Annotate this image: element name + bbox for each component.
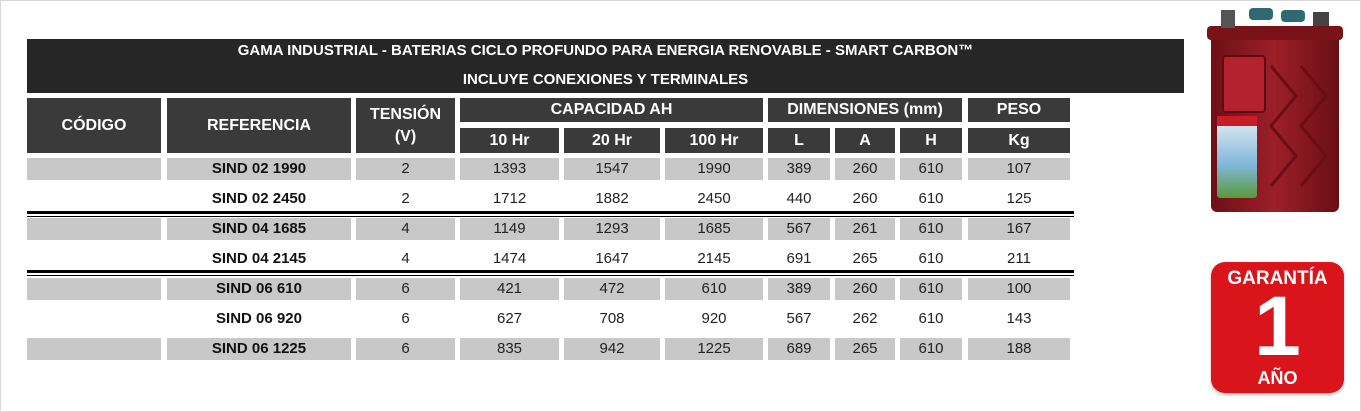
cell-referencia: SIND 06 1225 [211,340,307,357]
cell-l: 389 [786,160,812,177]
cell-peso: 167 [1006,220,1032,237]
header-capacidad: CAPACIDAD AH [460,98,763,122]
cell-peso: 211 [1007,250,1031,267]
cell-c100: 610 [701,280,727,297]
group-separator [27,211,1074,214]
cell-l: 389 [786,280,812,297]
cell-tension: 6 [401,340,410,357]
cell-peso: 125 [1006,190,1032,207]
warranty-unit: AÑO [1257,368,1298,388]
cell-c20: 1293 [595,220,629,237]
cell-l: 440 [786,190,812,207]
group-separator-thin [27,275,1074,276]
cell-l: 567 [786,310,812,327]
header-dimensiones: DIMENSIONES (mm) [768,98,962,122]
cell-peso: 100 [1006,280,1032,297]
header-cap-20hr: 20 Hr [564,128,660,153]
table-subtitle: INCLUYE CONEXIONES Y TERMINALES [462,71,749,88]
header-cap-100hr: 100 Hr [665,128,763,153]
battery-icon [1201,6,1351,216]
cell-a: 260 [852,160,878,177]
group-separator [27,270,1074,273]
header-dim-a: A [835,128,895,153]
warranty-label: GARANTÍA [1227,268,1328,289]
cell-c20: 472 [599,280,625,297]
cell-codigo [27,308,161,330]
cell-tension: 4 [401,250,410,267]
cell-peso: 143 [1006,310,1032,327]
cell-c20: 1882 [595,190,629,207]
cell-referencia: SIND 04 1685 [211,220,307,237]
cell-c10: 1149 [493,220,526,237]
cell-h: 610 [918,280,944,297]
header-codigo: CÓDIGO [27,98,161,153]
header-peso: PESO [968,98,1070,122]
cell-h: 610 [918,250,944,267]
cell-l: 691 [786,250,812,267]
cell-referencia: SIND 04 2145 [211,250,307,267]
cell-tension: 6 [401,280,410,297]
cell-referencia: SIND 06 610 [216,280,302,297]
warranty-badge [1211,262,1344,393]
cell-c10: 421 [496,280,523,297]
header-tension [356,98,455,153]
cell-tension: 2 [401,190,410,207]
cell-c100: 2450 [697,190,731,207]
cell-c20: 708 [599,310,625,327]
header-tension-unit: (V) [394,127,417,145]
group-separator-thin [27,216,1074,217]
cell-l: 689 [786,340,812,357]
cell-tension: 6 [401,310,410,327]
cell-referencia: SIND 02 2450 [211,190,307,207]
cell-peso: 188 [1006,340,1032,357]
cell-c100: 1225 [697,340,731,357]
header-peso-unit: Kg [968,128,1070,153]
cell-a: 262 [852,310,878,327]
table-title: GAMA INDUSTRIAL - BATERIAS CICLO PROFUNDO PARA ENERGIA RENOVABLE - SMART CARBON™ [237,42,974,59]
header-cap-10hr: 10 Hr [460,128,559,153]
cell-referencia: SIND 02 1990 [211,160,307,177]
cell-l: 567 [786,220,812,237]
header-tension-label: TENSIÓN [369,105,442,123]
cell-h: 610 [918,160,944,177]
cell-a: 265 [852,250,878,267]
header-referencia: REFERENCIA [167,98,351,153]
cell-codigo [27,248,161,270]
cell-c100: 2145 [697,250,731,267]
cell-codigo [27,218,161,240]
cell-codigo [27,188,161,210]
cell-a: 261 [852,220,878,237]
cell-c20: 942 [599,340,625,357]
cell-codigo [27,338,161,360]
cell-c10: 835 [496,340,523,357]
cell-a: 260 [852,280,878,297]
cell-h: 610 [918,190,944,207]
cell-c10: 1712 [492,190,527,207]
cell-c10: 1393 [492,160,527,177]
cell-referencia: SIND 06 920 [216,310,302,327]
cell-c10: 627 [496,310,523,327]
cell-peso: 107 [1006,160,1032,177]
cell-codigo [27,158,161,180]
cell-c100: 920 [701,310,727,327]
cell-c20: 1647 [595,250,629,267]
cell-h: 610 [918,310,944,327]
cell-h: 610 [918,220,944,237]
header-dim-h: H [900,128,962,153]
cell-codigo [27,278,161,300]
cell-h: 610 [918,340,944,357]
cell-tension: 4 [401,220,410,237]
cell-c100: 1685 [697,220,731,237]
cell-tension: 2 [401,160,410,177]
cell-a: 260 [852,190,878,207]
warranty-years: 1 [1254,279,1301,373]
cell-c10: 1474 [492,250,527,267]
table-title-bar [27,39,1184,93]
cell-c100: 1990 [697,160,731,177]
header-dim-l: L [768,128,830,153]
cell-a: 265 [852,340,878,357]
cell-c20: 1547 [595,160,629,177]
